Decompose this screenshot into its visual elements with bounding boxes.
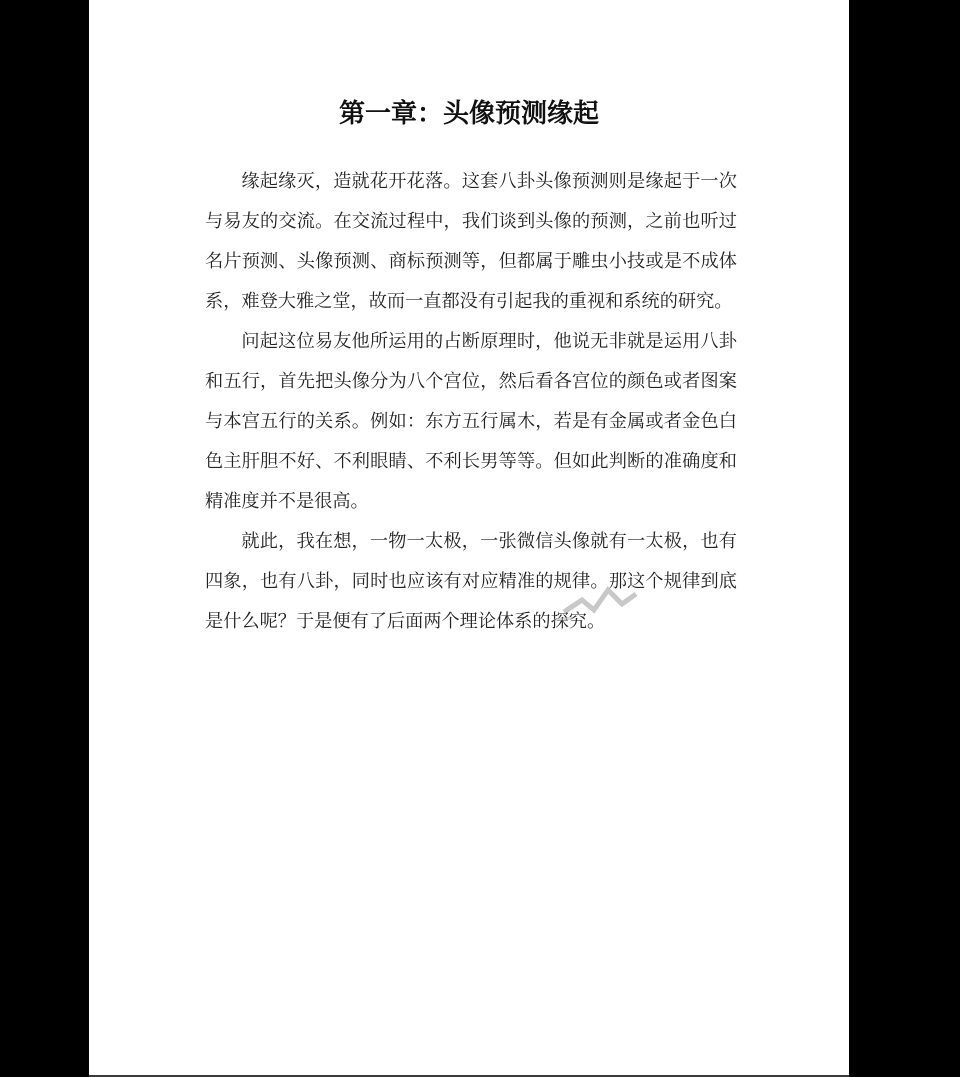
document-page [89, 0, 849, 1077]
chapter-body [205, 162, 737, 642]
paragraph-1: 缘起缘灭，造就花开花落。这套八卦头像预测则是缘起于一次与易友的交流。在交流过程中，我们谈到头像的预测，之前也听过名片预测、头像预测、商标预测等，但都属于雕虫小技或是不成体系，难登大雅之堂，故而一直都没有引起我的重视和系统的研究。 [205, 171, 737, 312]
paragraph-2: 问起这位易友他所运用的占断原理时，他说无非就是运用八卦和五行，首先把头像分为八个宫位，然后看各宫位的颜色或者图案与本宫五行的关系。例如：东方五行属木，若是有金属或者金色白色主肝胆不好、不利眼睛、不利长男等等。但如此判断的准确度和精准度并不是很高。 [205, 331, 737, 512]
paragraph-3: 就此，我在想，一物一太极，一张微信头像就有一太极，也有四象，也有八卦，同时也应该有对应精准的规律。那这个规律到底是什么呢？于是便有了后面两个理论体系的探究。 [205, 531, 737, 632]
scan-artifact [544, 560, 654, 630]
chapter-title: 第一章：头像预测缘起 [338, 99, 599, 129]
